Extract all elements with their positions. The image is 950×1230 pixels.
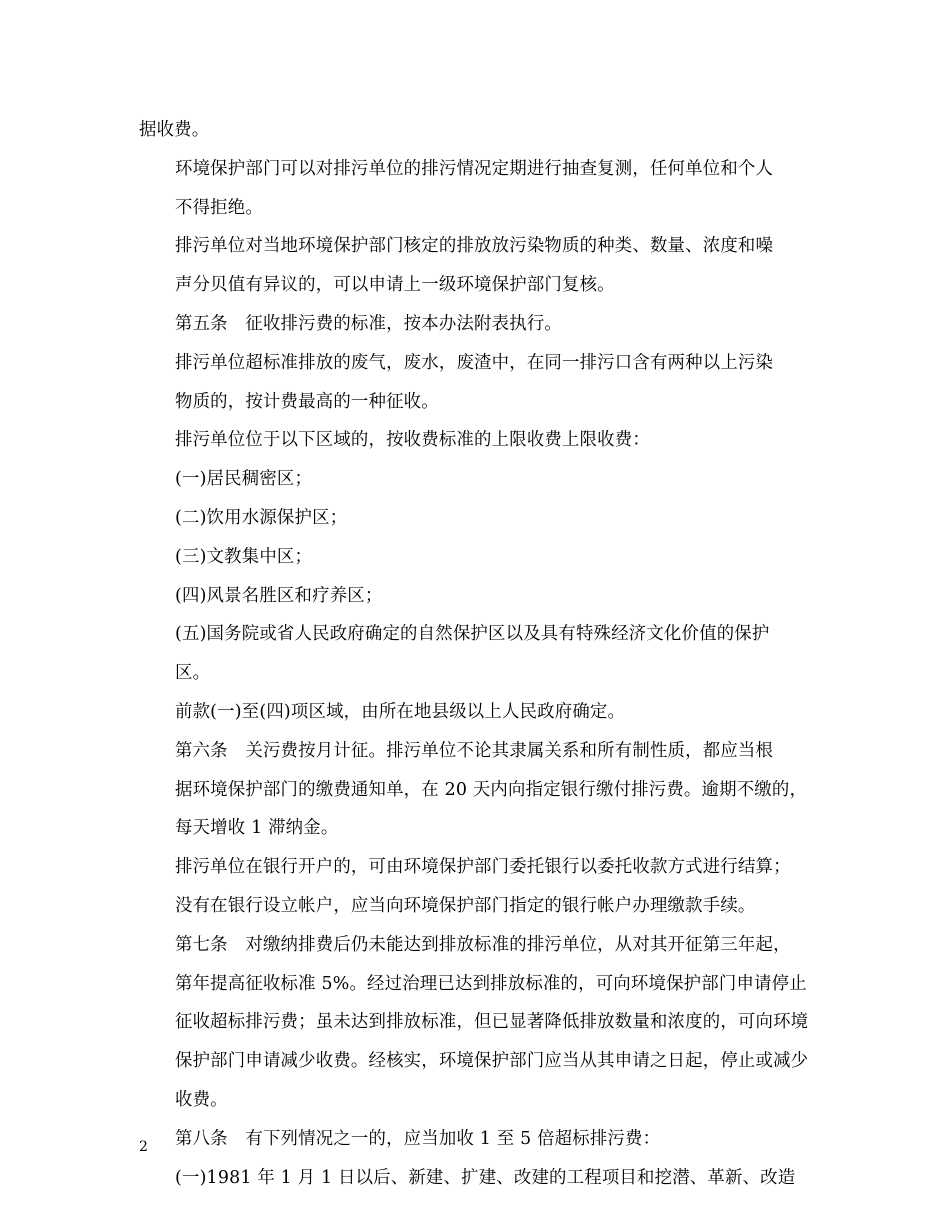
text-line: 排污单位在银行开户的，可由环境保护部门委托银行以委托收款方式进行结算； (175, 857, 791, 878)
paragraph (139, 344, 819, 422)
text-line: (二)饮用水源保护区； (175, 507, 348, 528)
text-line: (一)1981 年 1 月 1 日以后、新建、扩建、改建的工程项目和挖潜、革新、改造 (175, 1167, 796, 1188)
paragraph (139, 538, 819, 577)
text-line: 每天增收 1 滞纳金。 (175, 818, 339, 839)
text-line: 收费。 (175, 1089, 228, 1110)
text-line: 第五条 征收排污费的标准，按本办法附表执行。 (175, 313, 562, 334)
paragraph (139, 1120, 819, 1159)
paragraph (139, 848, 819, 926)
text-line: 第年提高征收标准 5%。经过治理已达到排放标准的，可向环境保护部门申请停止 (175, 973, 807, 994)
text-line: (四)风景名胜区和疗养区； (175, 585, 383, 606)
text-line: 据收费。 (139, 120, 210, 140)
text-line: 第六条 关污费按月计征。排污单位不论其隶属关系和所有制性质，都应当根 (175, 740, 774, 761)
text-line: 据环境保护部门的缴费通知单，在 20 天内向指定银行缴付排污费。逾期不缴的， (175, 779, 808, 800)
paragraph (139, 499, 819, 538)
paragraph (139, 421, 819, 460)
paragraph (139, 732, 819, 848)
document-body (139, 111, 819, 1197)
paragraph (139, 460, 819, 499)
text-line: 物质的，按计费最高的一种征收。 (175, 391, 439, 412)
text-line: 排污单位位于以下区域的，按收费标准的上限收费上限收费： (175, 430, 650, 451)
text-line: (五)国务院或省人民政府确定的自然保护区以及具有特殊经济文化价值的保护 (175, 624, 770, 645)
paragraph (139, 1159, 819, 1198)
paragraph (139, 305, 819, 344)
text-line: 没有在银行设立帐户，应当向环境保护部门指定的银行帐户办理缴款手续。 (175, 895, 756, 916)
text-line: (三)文教集中区； (175, 546, 313, 567)
text-line: 第八条 有下列情况之一的，应当加收 1 至 5 倍超标排污费： (175, 1128, 661, 1149)
paragraph (139, 227, 819, 305)
text-line: 环境保护部门可以对排污单位的排污情况定期进行抽查复测，任何单位和个人 (175, 158, 774, 179)
paragraph (139, 693, 819, 732)
paragraph (139, 111, 819, 150)
text-line: 区。 (175, 663, 211, 684)
page-number: 2 (139, 1139, 148, 1155)
text-line: 征收超标排污费；虽未达到排放标准，但已显著降低排放数量和浓度的，可向环境 (175, 1012, 809, 1033)
text-line: 保护部门申请减少收费。经核实，环境保护部门应当从其申请之日起，停止或减少 (175, 1051, 809, 1072)
text-line: (一)居民稠密区； (175, 469, 313, 490)
paragraph (139, 926, 819, 1120)
text-line: 排污单位超标准排放的废气，废水，废渣中，在同一排污口含有两种以上污染 (175, 352, 774, 373)
text-line: 声分贝值有异议的，可以申请上一级环境保护部门复核。 (175, 275, 615, 296)
paragraph (139, 577, 819, 616)
text-line: 前款(一)至(四)项区域，由所在地县级以上人民政府确定。 (175, 701, 626, 722)
text-line: 排污单位对当地环境保护部门核定的排放放污染物质的种类、数量、浓度和噪 (175, 236, 774, 257)
paragraph (139, 615, 819, 693)
text-line: 不得拒绝。 (175, 197, 263, 218)
text-line: 第七条 对缴纳排费后仍未能达到排放标准的排污单位，从对其开征第三年起， (175, 934, 791, 955)
paragraph (139, 150, 819, 228)
